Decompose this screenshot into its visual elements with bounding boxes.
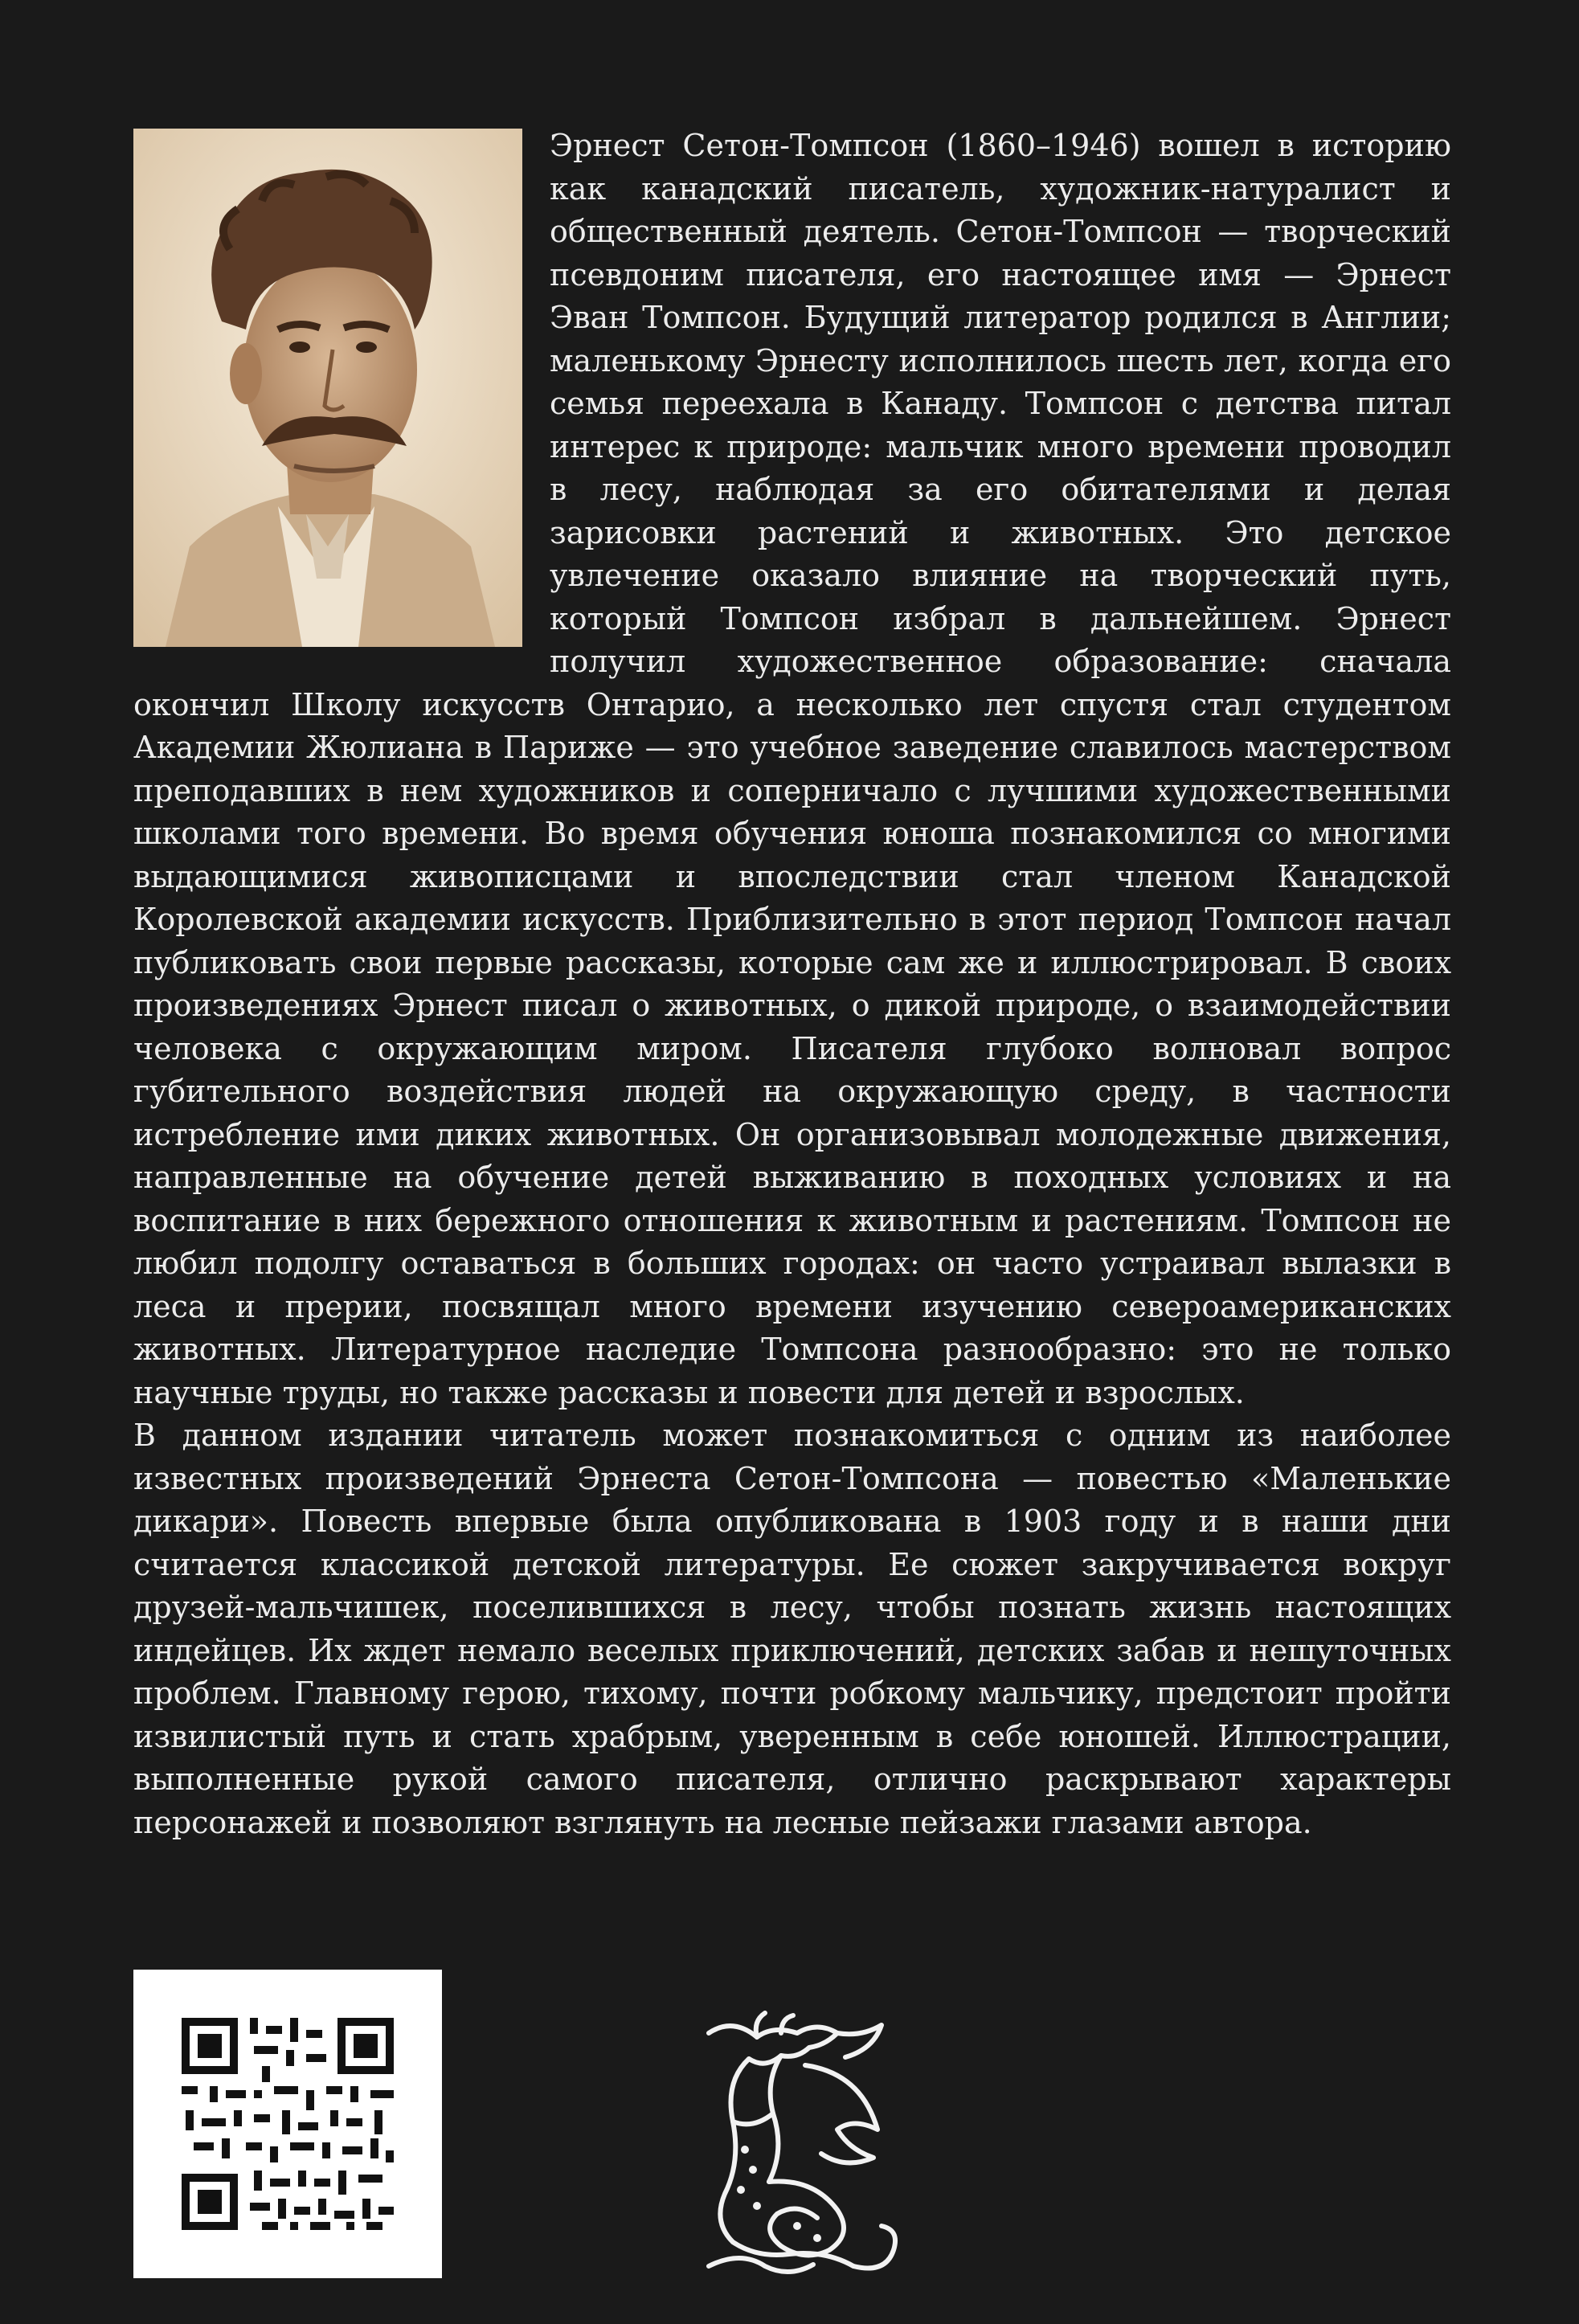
bio-paragraph: Эрнест Сетон-Томпсон (1860–1946) вошел в историю как канадский писатель, художник-натуралист и общественный деятель. Сетон-Томпсон — творческий псевдоним писателя, его настоящее имя — Эрнест Эван Томпсон. Будущий литератор родился в Англии; маленькому Эрнесту исполнилось шесть лет, когда его семья переехала в Канаду. Томпсон с детства питал интерес к природе: мальчик много времени проводил в лесу, наблюдая за его обитателями и делая зарисовки растений и животных. Это детское увлечение оказало влияние на творческий путь, который Томпсон избрал в дальнейшем. Эрнест получил художественное образование: сначала окончил Школу искусств Онтарио, а несколько лет спустя стал студентом Академии Жюлиана в Париже — это учебное заведение славилось мастерством преподавших в нем художников и соперничало с лучшими художественными школами того времени. Во время обучения юноша познакомился со многими выдающимися живописцами и впоследствии стал членом Канадской Королевской академии искусств. Приблизительно в этот период Томпсон начал публиковать свои первые рассказы, которые сам же и иллюстрировал. В своих произведениях Эрнест писал о животных, о дикой природе, о взаимодействии человека с окружающим миром. Писателя глубоко волновал вопрос губительного воздействия людей на окружающую среду, в частности истребление ими диких животных. Он организовывал молодежные движения, направленные на обучение детей выживанию в походных условиях и на воспитание в них бережного отношения к животным и растениям. Томпсон не любил подолгу оставаться в больших городах: он часто устраивал вылазки в леса и прерии, посвящал много времени изучению североамериканских животных. Литературное наследие Томпсона разнообразно: это не только научные труды, но также рассказы и повести для детей и взрослых. bbox=[133, 128, 1451, 1410]
qr-code bbox=[133, 1970, 442, 2278]
book-paragraph: В данном издании читатель может познакомиться с одним из наиболее известных произведений Эрнеста Сетон-Томпсона — повестью «Маленькие дикари». Повесть впервые была опубликована в 1903 году и в наши дни считается классикой детской литературы. Ее сюжет закручивается вокруг друзей-мальчишек, поселившихся в лесу, чтобы познать жизнь настоящих индейцев. Их ждет немало веселых приключений, детских забав и нешуточных проблем. Главному герою, тихому, почти робкому мальчику, предстоит пройти извилистый путь и стать храбрым, уверенным в себе юношей. Иллюстрации, выполненные рукой самого писателя, отлично раскрывают характеры персонажей и позволяют взглянуть на лесные пейзажи глазами автора. bbox=[133, 1418, 1451, 1840]
description-text bbox=[133, 125, 1451, 1844]
dragon-logo-icon bbox=[677, 2009, 914, 2282]
portrait-spacer bbox=[133, 125, 522, 659]
